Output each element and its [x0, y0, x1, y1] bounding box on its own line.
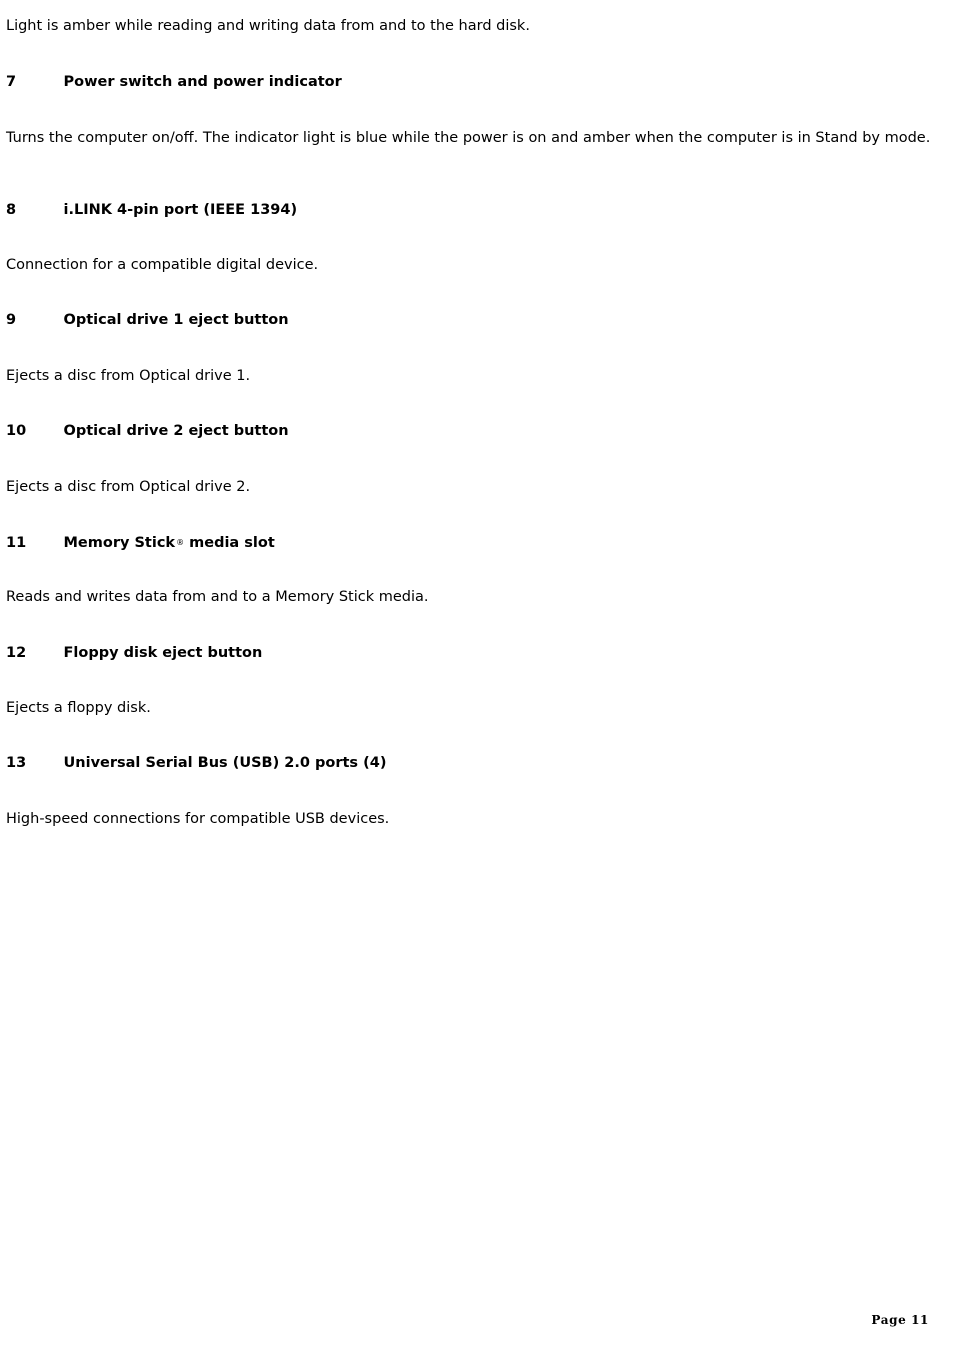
item-heading-10	[6, 423, 936, 441]
page-number: Page 11	[871, 1313, 929, 1327]
item-number: 10	[6, 423, 27, 439]
item-description-11: Reads and writes data from and to a Memory Stick media.	[6, 589, 429, 605]
intro-text: Light is amber while reading and writing data from and to the hard disk.	[6, 18, 530, 34]
item-number: 13	[6, 755, 27, 771]
item-description-9: Ejects a disc from Optical drive 1.	[6, 368, 251, 384]
item-heading-13	[6, 755, 936, 773]
item-description-13: High-speed connections for compatible USB devices.	[6, 811, 390, 827]
item-title: Universal Serial Bus (USB) 2.0 ports (4)	[63, 755, 387, 771]
item-description-8: Connection for a compatible digital device.	[6, 257, 319, 273]
item-number: 11	[6, 535, 27, 551]
item-heading-12	[6, 645, 936, 663]
item-title: Floppy disk eject button	[63, 645, 263, 661]
item-number: 7	[6, 74, 17, 90]
item-number: 12	[6, 645, 27, 661]
item-number: 9	[6, 312, 17, 328]
item-title: Memory Stick	[63, 535, 176, 551]
item-title: Power switch and power indicator	[63, 74, 342, 90]
item-title: i.LINK 4-pin port (IEEE 1394)	[63, 202, 298, 218]
item-description-12: Ejects a floppy disk.	[6, 700, 151, 716]
item-heading-8	[6, 202, 936, 220]
item-description-10: Ejects a disc from Optical drive 2.	[6, 479, 251, 495]
item-description-7: Turns the computer on/off. The indicator light is blue while the power is on and amber when the computer is in Stand by mode.	[6, 130, 931, 146]
item-heading-7	[6, 74, 936, 92]
item-title: Optical drive 1 eject button	[63, 312, 289, 328]
item-number: 8	[6, 202, 17, 218]
item-title-suffix: media slot	[184, 535, 275, 551]
item-heading-11	[6, 534, 936, 553]
registered-mark: ®	[176, 538, 185, 547]
item-heading-9	[6, 312, 936, 330]
item-title: Optical drive 2 eject button	[63, 423, 289, 439]
